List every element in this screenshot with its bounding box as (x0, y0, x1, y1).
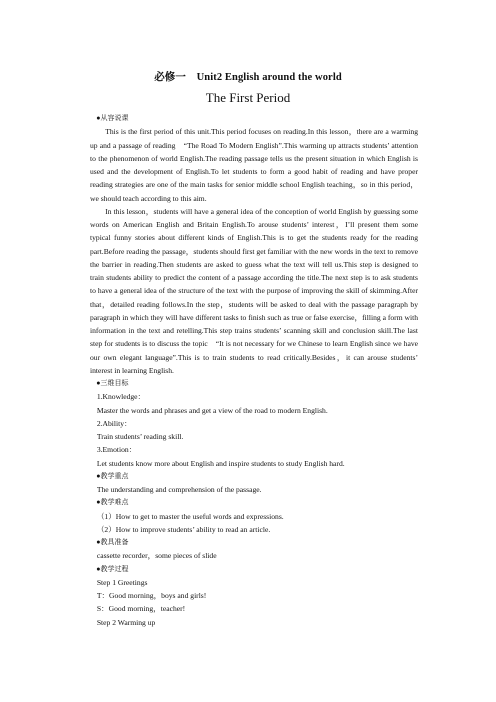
goal-knowledge-text: Master the words and phrases and get a view of the road to modern English. (96, 405, 328, 415)
step-1-heading: Step 1 Greetings (96, 577, 148, 587)
goals-heading: ●三维目标 (96, 379, 129, 387)
intro-heading: ●从容说课 (96, 114, 129, 122)
goal-emotion-text: Let students know more about English and inspire students to study English hard. (96, 458, 345, 468)
tools-heading: ●教具准备 (96, 538, 129, 546)
document-body (90, 112, 418, 629)
difficulty-item-1: （1）How to get to master the useful words and expressions. (96, 511, 284, 521)
goal-ability-text: Train students’ reading skill. (96, 432, 184, 441)
difficulty-item-2: （2）How to improve students’ ability to read an article. (96, 524, 271, 534)
key-points-text: The understanding and comprehension of the passage. (96, 485, 262, 494)
tools-text: cassette recorder，some pieces of slide (96, 551, 217, 561)
difficulties-heading: ●教学难点 (96, 498, 129, 507)
goal-knowledge-label: 1.Knowledge： (96, 392, 146, 402)
intro-paragraph-1: This is the first period of this unit.This period focuses on reading.In this lesson，there are a warming up and a passage of reading “The Road To Modern English”.This warming up attracts students’ attention to the phenomenon of world English.The reading passage tells us the present situation in which English is used and the development of English.To let students to form a good habit of reading and have proper reading strategies are one of the main tasks for senior middle school English teaching，so in this period，we should teach according to this aim. (90, 127, 418, 203)
goal-ability-label: 2.Ability： (96, 418, 132, 428)
procedure-heading: ●教学过程 (96, 564, 129, 573)
intro-paragraph-2: In this lesson，students will have a general idea of the conception of world English by guessing some words on American English and Britain English.To arouse students’ interest，I’ll present them some typical funny stories about different kinds of English.This is to get the students ready for the reading part.Before reading the passage，students should first get familiar with the new words in the text to remove the barrier in reading.Then students are asked to guess what the text will tell us.This step is designed to train students ability to predict the content of a passage according the title.The next step is to ask students to have a general idea of the structure of the text with the purpose of improving the skill of skimming.After that，detailed reading follows.In the step，students will be asked to deal with the passage paragraph by paragraph in which they will have different tasks to finish such as true or false exercise，filling a form with information in the text and retelling.This step trains students’ scanning skill and conclusion skill.The last step for students is to discuss the topic “It is not necessary for we Chinese to learn English since we have our own elegant language”.This is to train students to read critically.Besides，it can arouse students’ interest in learning English. (90, 206, 418, 375)
key-points-heading: ●教学重点 (96, 471, 129, 480)
student-line: S：Good morning，teacher! (96, 604, 186, 614)
step-2-heading: Step 2 Warming up (96, 617, 156, 627)
period-title: The First Period (205, 90, 291, 105)
teacher-line: T：Good morning，boys and girls! (96, 591, 207, 600)
goal-emotion-label: 3.Emotion： (96, 445, 137, 455)
document-title: 必修一 Unit2 English around the world (154, 72, 342, 83)
